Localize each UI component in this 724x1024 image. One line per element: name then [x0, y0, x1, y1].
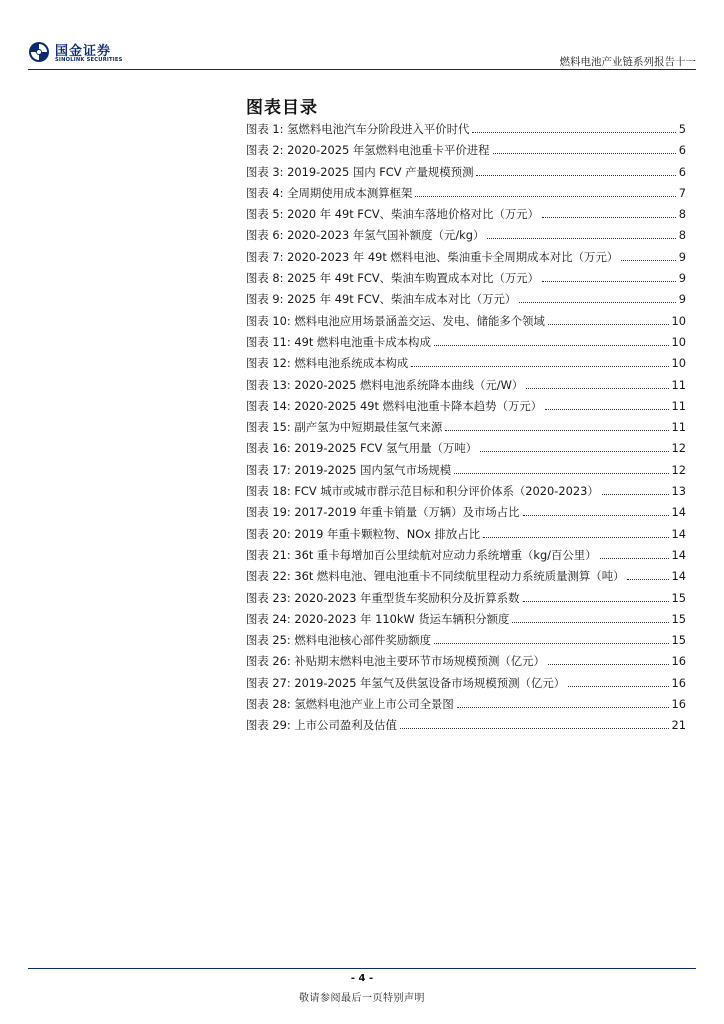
- toc-entry-page: 10: [671, 313, 686, 328]
- toc-dot-leader: [476, 175, 675, 176]
- toc-entry[interactable]: [246, 227, 686, 248]
- toc-entry[interactable]: [246, 440, 686, 461]
- toc-entry-page: 15: [671, 611, 686, 626]
- toc-entry-page: 14: [671, 505, 686, 520]
- toc-entry-label: 图表 21: 36t 重卡每增加百公里续航对应动力系统增重（kg/百公里）: [246, 547, 597, 562]
- toc-entry[interactable]: [246, 270, 686, 291]
- toc-entry[interactable]: [246, 526, 686, 547]
- toc-entry[interactable]: [246, 377, 686, 398]
- toc-entry-label: 图表 24: 2020-2023 年 110kW 货运车辆积分额度: [246, 611, 510, 626]
- toc-entry[interactable]: [246, 696, 686, 717]
- toc-entry-label: 图表 11: 49t 燃料电池重卡成本构成: [246, 334, 431, 349]
- toc-entry[interactable]: [246, 164, 686, 185]
- toc-dot-leader: [545, 409, 668, 410]
- toc-dot-leader: [512, 622, 668, 623]
- toc-entry-page: 13: [671, 484, 686, 499]
- toc-dot-leader: [457, 707, 669, 708]
- toc-entry[interactable]: [246, 717, 686, 738]
- logo-english-name: SINOLINK SECURITIES: [55, 57, 123, 63]
- toc-dot-leader: [445, 430, 668, 431]
- toc-entry[interactable]: [246, 675, 686, 696]
- toc-entry-label: 图表 5: 2020 年 49t FCV、柴油车落地价格对比（万元）: [246, 207, 540, 222]
- toc-entry-page: 6: [678, 164, 686, 179]
- toc-entry-label: 图表 17: 2019-2025 国内氢气市场规模: [246, 462, 452, 477]
- toc-entry-page: 21: [671, 718, 686, 733]
- toc-entry-page: 9: [678, 249, 686, 264]
- toc-dot-leader: [542, 217, 676, 218]
- toc-entry[interactable]: [246, 313, 686, 334]
- toc-entry[interactable]: [246, 185, 686, 206]
- toc-entry[interactable]: [246, 291, 686, 312]
- toc-entry-label: 图表 7: 2020-2023 年 49t 燃料电池、柴油重卡全周期成本对比（万元）: [246, 249, 619, 264]
- toc-entry[interactable]: [246, 206, 686, 227]
- toc-entry-label: 图表 20: 2019 年重卡颗粒物、NOx 排放占比: [246, 526, 481, 541]
- toc-entry-label: 图表 3: 2019-2025 国内 FCV 产量规模预测: [246, 164, 474, 179]
- toc-entry-label: 图表 23: 2020-2023 年重型货车奖励积分及折算系数: [246, 590, 520, 605]
- toc-dot-leader: [602, 494, 669, 495]
- disclaimer-note: 敬请参阅最后一页特别声明: [299, 993, 425, 1004]
- toc-entry-page: 14: [671, 569, 686, 584]
- toc-entry-label: 图表 14: 2020-2025 49t 燃料电池重卡降本趋势（万元）: [246, 398, 543, 413]
- toc-entry-page: 16: [671, 675, 686, 690]
- header-divider: [28, 69, 696, 70]
- toc-entry-label: 图表 15: 副产氢为中短期最佳氢气来源: [246, 420, 443, 435]
- toc-dot-leader: [454, 473, 668, 474]
- toc-entry[interactable]: [246, 590, 686, 611]
- toc-entry-page: 14: [671, 547, 686, 562]
- toc-entry-page: 8: [678, 207, 686, 222]
- toc-entry-label: 图表 12: 燃料电池系统成本构成: [246, 356, 409, 371]
- toc-dot-leader: [621, 260, 676, 261]
- toc-entry[interactable]: [246, 355, 686, 376]
- toc-entry-page: 11: [671, 377, 686, 392]
- company-logo: [28, 40, 148, 66]
- page-header: [28, 40, 696, 70]
- page-number: - 4 -: [350, 973, 374, 984]
- toc-dot-leader: [434, 643, 668, 644]
- toc-dot-leader: [519, 302, 675, 303]
- toc-dot-leader: [627, 579, 668, 580]
- logo-chinese-name: 国金证券: [55, 44, 112, 59]
- toc-entry-label: 图表 26: 补贴期末燃料电池主要环节市场规模预测（亿元）: [246, 654, 545, 669]
- toc-entry-page: 16: [671, 697, 686, 712]
- toc-entry-label: 图表 22: 36t 燃料电池、锂电池重卡不同续航里程动力系统质量测算（吨）: [246, 569, 625, 584]
- toc-entry[interactable]: [246, 462, 686, 483]
- toc-entry[interactable]: [246, 504, 686, 525]
- toc-list: [246, 121, 686, 739]
- toc-entry[interactable]: [246, 632, 686, 653]
- toc-entry[interactable]: [246, 483, 686, 504]
- toc-entry-page: 8: [678, 228, 686, 243]
- toc-entry[interactable]: [246, 249, 686, 270]
- toc-entry[interactable]: [246, 653, 686, 674]
- toc-entry-label: 图表 6: 2020-2023 年氢气国补额度（元/kg）: [246, 228, 485, 243]
- toc-entry-page: 12: [671, 441, 686, 456]
- toc-entry-label: 图表 16: 2019-2025 FCV 氢气用量（万吨）: [246, 441, 478, 456]
- toc-entry-label: 图表 29: 上市公司盈利及估值: [246, 718, 397, 733]
- toc-entry-page: 11: [671, 398, 686, 413]
- toc-entry-page: 6: [678, 143, 686, 158]
- toc-dot-leader: [411, 366, 668, 367]
- toc-entry-label: 图表 13: 2020-2025 燃料电池系统降本曲线（元/W）: [246, 377, 524, 392]
- toc-entry-page: 14: [671, 526, 686, 541]
- toc-entry[interactable]: [246, 611, 686, 632]
- toc-entry-label: 图表 1: 氢燃料电池汽车分阶段进入平价时代: [246, 122, 470, 136]
- toc-entry-page: 15: [671, 590, 686, 605]
- toc-entry-page: 15: [671, 633, 686, 648]
- toc-dot-leader: [548, 324, 669, 325]
- toc-dot-leader: [526, 388, 668, 389]
- toc-entry-label: 图表 25: 燃料电池核心部件奖励额度: [246, 633, 432, 648]
- toc-dot-leader: [523, 601, 669, 602]
- toc-entry-page: 16: [671, 654, 686, 669]
- toc-entry-page: 12: [671, 462, 686, 477]
- toc-entry[interactable]: [246, 398, 686, 419]
- toc-entry-label: 图表 2: 2020-2025 年氢燃料电池重卡平价进程: [246, 143, 490, 158]
- toc-entry-label: 图表 8: 2025 年 49t FCV、柴油车购置成本对比（万元）: [246, 271, 540, 286]
- toc-entry-label: 图表 19: 2017-2019 年重卡销量（万辆）及市场占比: [246, 505, 520, 520]
- toc-entry[interactable]: [246, 121, 686, 142]
- sinolink-logo-icon: [28, 41, 50, 63]
- toc-entry-page: 10: [671, 334, 686, 349]
- toc-entry[interactable]: [246, 334, 686, 355]
- toc-entry-label: 图表 4: 全周期使用成本测算框架: [246, 185, 413, 200]
- toc-entry-label: 图表 28: 氢燃料电池产业上市公司全景图: [246, 697, 454, 712]
- toc-entry-label: 图表 18: FCV 城市或城市群示范目标和积分评价体系（2020-2023）: [246, 484, 599, 499]
- toc-dot-leader: [568, 686, 668, 687]
- toc-entry-page: 7: [678, 185, 686, 200]
- toc-entry[interactable]: [246, 568, 686, 589]
- toc-dot-leader: [542, 281, 676, 282]
- report-series-title: 燃料电池产业链系列报告十一: [559, 56, 696, 68]
- toc-entry[interactable]: [246, 547, 686, 568]
- toc-dot-leader: [523, 515, 669, 516]
- toc-entry-page: 9: [678, 271, 686, 286]
- toc-entry-page: 5: [678, 122, 686, 136]
- toc-dot-leader: [600, 558, 669, 559]
- toc-title: 图表目录: [246, 98, 318, 118]
- toc-entry-page: 10: [671, 356, 686, 371]
- toc-dot-leader: [434, 345, 669, 346]
- toc-entry-label: 图表 9: 2025 年 49t FCV、柴油车成本对比（万元）: [246, 292, 517, 307]
- toc-dot-leader: [493, 153, 676, 154]
- footer-divider: [28, 968, 696, 969]
- toc-entry[interactable]: [246, 419, 686, 440]
- toc-dot-leader: [483, 537, 668, 538]
- toc-dot-leader: [415, 196, 675, 197]
- toc-dot-leader: [472, 132, 675, 133]
- toc-dot-leader: [480, 451, 668, 452]
- toc-dot-leader: [548, 664, 669, 665]
- toc-dot-leader: [487, 238, 675, 239]
- toc-entry[interactable]: [246, 142, 686, 163]
- toc-entry-label: 图表 27: 2019-2025 年氢气及供氢设备市场规模预测（亿元）: [246, 675, 566, 690]
- toc-dot-leader: [400, 728, 669, 729]
- toc-entry-page: 9: [678, 292, 686, 307]
- toc-entry-label: 图表 10: 燃料电池应用场景涵盖交运、发电、储能多个领域: [246, 313, 545, 328]
- toc-entry-page: 11: [671, 420, 686, 435]
